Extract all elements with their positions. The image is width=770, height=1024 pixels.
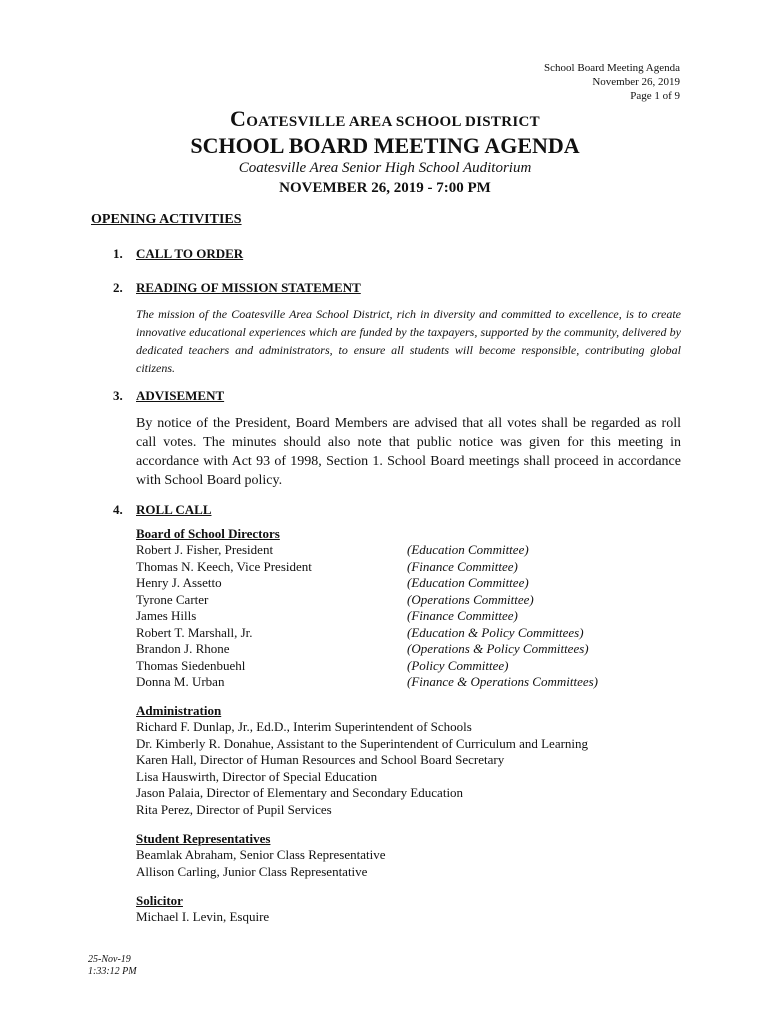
board-member-name: Donna M. Urban (136, 674, 225, 689)
board-member-committee: (Finance & Operations Committees) (407, 674, 598, 689)
item-label: ADVISEMENT (136, 388, 225, 403)
board-member-name: Brandon J. Rhone (136, 641, 230, 656)
student-rep-entry: Beamlak Abraham, Senior Class Representative (136, 847, 386, 862)
administrator-entry: Richard F. Dunlap, Jr., Ed.D., Interim Superintendent of Schools (136, 719, 472, 734)
district-rest: OATESVILLE AREA SCHOOL DISTRICT (246, 114, 540, 130)
running-header (544, 61, 680, 103)
footer-date: 25-Nov-19 (88, 954, 131, 965)
board-member-name: Robert T. Marshall, Jr. (136, 624, 253, 640)
item-label: READING OF MISSION STATEMENT (136, 280, 361, 295)
student-reps-list (136, 847, 385, 880)
board-member-list (136, 542, 312, 691)
mission-statement-text: The mission of the Coatesville Area School District, rich in diversity and committed to excellence, is to create innovative educational experiences which are funded by the taxpayers, supported by the community, delivered by dedicated teachers and administrators, to ensure all students will become responsible, contributing global citizens. (136, 307, 681, 375)
item-number: 4. (113, 502, 123, 517)
header-date: November 26, 2019 (592, 76, 680, 88)
item-number: 2. (113, 280, 123, 295)
board-member-committee: (Finance Committee) (407, 558, 518, 574)
section-heading-opening: OPENING ACTIVITIES (91, 212, 242, 227)
solicitor-list (136, 909, 269, 926)
board-committee-list (407, 542, 598, 691)
footer-timestamp (88, 954, 137, 978)
administrator-entry: Lisa Hauswirth, Director of Special Education (136, 768, 378, 784)
administration-heading: Administration (136, 703, 222, 718)
item-label: ROLL CALL (136, 502, 212, 517)
student-rep-entry: Allison Carling, Junior Class Representative (136, 863, 368, 879)
solicitor-entry: Michael I. Levin, Esquire (136, 909, 270, 924)
student-reps-heading: Student Representatives (136, 831, 271, 846)
advisement-text: By notice of the President, Board Members are advised that all votes shall be regarded as roll call votes. The minutes should also note that public notice was given for this meeting in accordance with Act 93 of 1998, Section 1. School Board meetings shall proceed in accordance with School Board policy. (136, 416, 681, 488)
item-number: 1. (113, 246, 123, 261)
administration-list (136, 719, 588, 818)
board-member-name: Thomas Siedenbuehl (136, 657, 246, 673)
administrator-entry: Jason Palaia, Director of Elementary and Secondary Education (136, 785, 464, 800)
board-member-name: James Hills (136, 608, 197, 623)
administrator-entry: Dr. Kimberly R. Donahue, Assistant to the Superintendent of Curriculum and Learning (136, 735, 589, 751)
administrator-entry: Rita Perez, Director of Pupil Services (136, 801, 332, 817)
meeting-datetime: NOVEMBER 26, 2019 - 7:00 PM (279, 180, 491, 196)
board-member-name: Thomas N. Keech, Vice President (136, 558, 312, 574)
footer-time: 1:33:12 PM (88, 966, 137, 977)
board-member-committee: (Operations & Policy Committees) (407, 641, 589, 656)
header-doc-label: School Board Meeting Agenda (544, 62, 680, 74)
district-initial: C (230, 106, 247, 131)
board-member-committee: (Operations Committee) (407, 591, 534, 607)
header-page: Page 1 of 9 (630, 90, 680, 102)
item-label: CALL TO ORDER (136, 246, 244, 261)
solicitor-heading: Solicitor (136, 893, 183, 908)
board-member-committee: (Education Committee) (407, 542, 529, 557)
board-member-committee: (Finance Committee) (407, 608, 518, 623)
board-member-committee: (Policy Committee) (407, 657, 509, 673)
page-title: SCHOOL BOARD MEETING AGENDA (190, 133, 580, 158)
board-member-committee: (Education & Policy Committees) (407, 624, 584, 640)
board-member-committee: (Education Committee) (407, 575, 529, 590)
board-member-name: Robert J. Fisher, President (136, 542, 274, 557)
administrator-entry: Karen Hall, Director of Human Resources and School Board Secretary (136, 752, 505, 767)
item-number: 3. (113, 388, 123, 403)
board-heading: Board of School Directors (136, 526, 280, 541)
district-name (0, 106, 770, 132)
board-member-name: Tyrone Carter (136, 591, 209, 607)
board-member-name: Henry J. Assetto (136, 575, 222, 590)
meeting-venue: Coatesville Area Senior High School Auditorium (238, 160, 532, 176)
